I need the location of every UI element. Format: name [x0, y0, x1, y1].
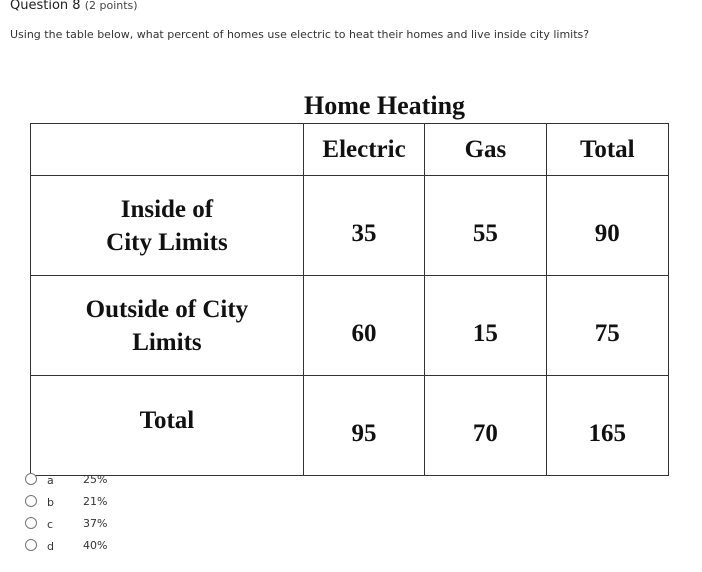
- row-label-line: Inside of: [120, 195, 214, 223]
- row-label-line: Outside of City: [85, 295, 249, 323]
- option-letter: d: [47, 540, 54, 553]
- option-value[interactable]: 25%: [83, 473, 108, 486]
- answer-option-a[interactable]: [25, 470, 145, 492]
- radio-button[interactable]: [25, 517, 37, 529]
- table-row: [31, 176, 669, 276]
- cell-inside-gas: 55: [425, 176, 546, 276]
- cell-inside-total: 90: [546, 176, 668, 276]
- option-value[interactable]: 37%: [83, 517, 108, 530]
- question-title: Question 8: [10, 0, 81, 13]
- table-row: [31, 276, 669, 376]
- cell-outside-electric: 60: [303, 276, 424, 376]
- answer-options: [25, 470, 145, 558]
- row-label-total: Total: [31, 376, 304, 476]
- cell-grand-total: 165: [546, 376, 668, 476]
- answer-option-b[interactable]: [25, 492, 145, 514]
- question-header: [10, 0, 138, 13]
- option-letter: c: [47, 518, 54, 531]
- table-row-total: [31, 376, 669, 476]
- radio-button[interactable]: [25, 539, 37, 551]
- row-label-outside: [31, 276, 304, 376]
- row-label-line: Limits: [132, 328, 202, 356]
- table-group-title: Home Heating: [304, 91, 466, 120]
- table-corner-cell: [31, 124, 304, 176]
- answer-option-d[interactable]: [25, 536, 145, 558]
- option-value[interactable]: 21%: [83, 495, 108, 508]
- cell-outside-gas: 15: [425, 276, 546, 376]
- option-letter: a: [47, 474, 54, 487]
- question-points: (2 points): [84, 0, 138, 12]
- column-header-electric: Electric: [303, 124, 424, 176]
- two-way-table: [30, 123, 669, 476]
- data-table-container: [30, 90, 670, 447]
- cell-inside-electric: 35: [303, 176, 424, 276]
- cell-outside-total: 75: [546, 276, 668, 376]
- column-header-gas: Gas: [425, 124, 546, 176]
- row-label-inside: [31, 176, 304, 276]
- table-header-row: [31, 124, 669, 176]
- answer-option-c[interactable]: [25, 514, 145, 536]
- cell-total-gas: 70: [425, 376, 546, 476]
- option-letter: b: [47, 496, 54, 509]
- option-value[interactable]: 40%: [83, 539, 108, 552]
- row-label-line: City Limits: [106, 228, 228, 256]
- radio-button[interactable]: [25, 473, 37, 485]
- cell-total-electric: 95: [303, 376, 424, 476]
- question-prompt: Using the table below, what percent of homes use electric to heat their homes and live inside city limits?: [10, 28, 590, 41]
- radio-button[interactable]: [25, 495, 37, 507]
- column-header-total: Total: [546, 124, 668, 176]
